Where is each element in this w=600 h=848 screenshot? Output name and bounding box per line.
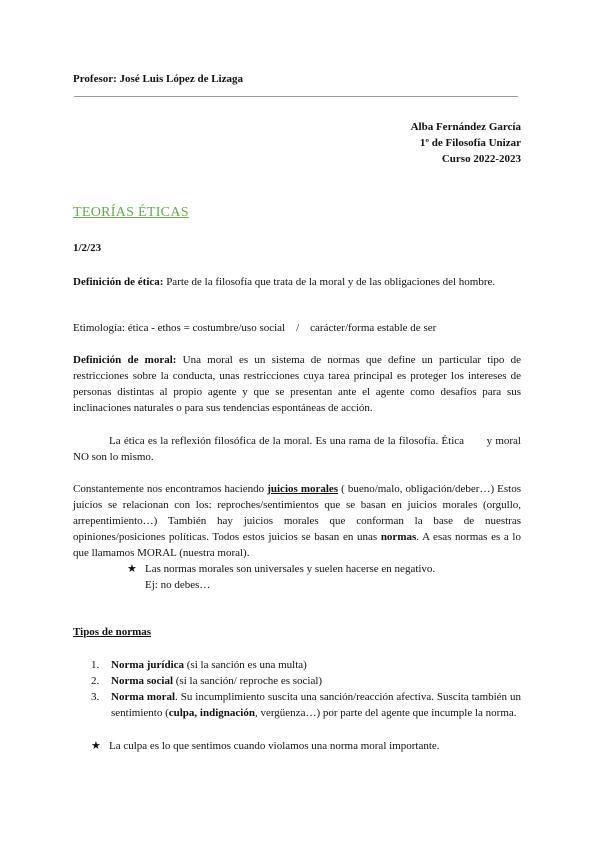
- ethics-definition-text: Parte de la filosofía que trata de la moral y de las obligaciones del hombre.: [163, 276, 496, 288]
- etymology: Etimología: ética - ethos = costumbre/uso social / carácter/forma estable de ser: [73, 322, 437, 334]
- list-item-number: 2.: [91, 675, 100, 687]
- judgments-norms: normas: [380, 531, 417, 543]
- course-line: 1º de Filosofía Unizar: [419, 137, 521, 149]
- list-item-text: . Su incumplimiento suscita una sanción/reacción afectiva. Suscita también un sentimiento (: [111, 691, 521, 719]
- star-bullet-icon: ★: [91, 740, 101, 752]
- list-item-title: Norma social: [111, 675, 174, 687]
- ethics-definition: [73, 274, 521, 290]
- page-title: TEORÍAS ÉTICAS: [73, 205, 189, 220]
- bullet-universal-text: Las normas morales son universales y suelen hacerse en negativo.: [145, 563, 436, 575]
- judgments-post: ( bueno/malo, obligación/deber…) Estos juicios se relacionan con los: reproches/sentimientos que se basan en juicios morales (orgullo, arrepentimiento…) También hay juicios morales que conforman la base de nuestras opiniones/posiciones políticas. Todos estos juicios se basan en unas: [73, 483, 521, 543]
- moral-judgments-paragraph: [73, 481, 521, 561]
- list-item-text: (si la sanción es una multa): [184, 659, 307, 671]
- list-item-title: Norma moral: [111, 691, 176, 703]
- bullet-guilt-text: La culpa es lo que sentimos cuando violamos una norma moral importante.: [109, 740, 440, 752]
- author-block: [221, 119, 521, 167]
- section-norms-heading: Tipos de normas: [73, 626, 152, 638]
- course-year: Curso 2022-2023: [441, 153, 521, 165]
- bullet-guilt: [91, 738, 440, 754]
- list-item-text-end: , vergüenza…) por parte del agente que incumple la norma.: [254, 707, 517, 719]
- author-name: Alba Fernández García: [410, 121, 521, 133]
- judgments-end: . A esas normas es a lo que llamamos MORAL (nuestra moral).: [73, 531, 521, 559]
- list-item: [73, 657, 521, 673]
- list-item-title: Norma jurídica: [111, 659, 185, 671]
- list-item-text: (si la sanción/ reproche es social): [173, 675, 323, 687]
- ethics-reflection: La ética es la reflexión filosófica de la moral. Es una rama de la filosofía. Ética y moral NO son lo mismo.: [73, 435, 524, 463]
- list-item: [73, 689, 521, 721]
- header-divider: [74, 96, 518, 97]
- list-item-number: 1.: [91, 659, 100, 671]
- list-item-number: 3.: [91, 691, 100, 703]
- list-item-bold-text: culpa, indignación: [168, 707, 255, 719]
- ethics-definition-label: Definición de ética:: [73, 276, 164, 288]
- judgments-pre: Constantemente nos encontramos haciendo: [73, 483, 268, 495]
- example-line: Ej: no debes…: [145, 579, 211, 591]
- star-bullet-icon: ★: [127, 563, 137, 575]
- norms-list: [73, 657, 521, 721]
- list-item: [73, 673, 521, 689]
- professor-line: Profesor: José Luis López de Lizaga: [73, 73, 243, 85]
- moral-definition-label: Definición de moral:: [73, 354, 177, 366]
- bullet-universal: [127, 561, 435, 577]
- date: 1/2/23: [73, 242, 102, 254]
- judgments-highlight: juicios morales: [267, 483, 339, 495]
- moral-definition: [73, 352, 521, 416]
- moral-definition-text: Una moral es un sistema de normas que define un particular tipo de restricciones sobre la conducta, unas restricciones cuya tarea principal es proteger los intereses de personas distintas al propio agente y que se presentan ante el agente como desafíos para sus inclinaciones naturales o para sus tendencias espontáneas de acción.: [73, 354, 521, 414]
